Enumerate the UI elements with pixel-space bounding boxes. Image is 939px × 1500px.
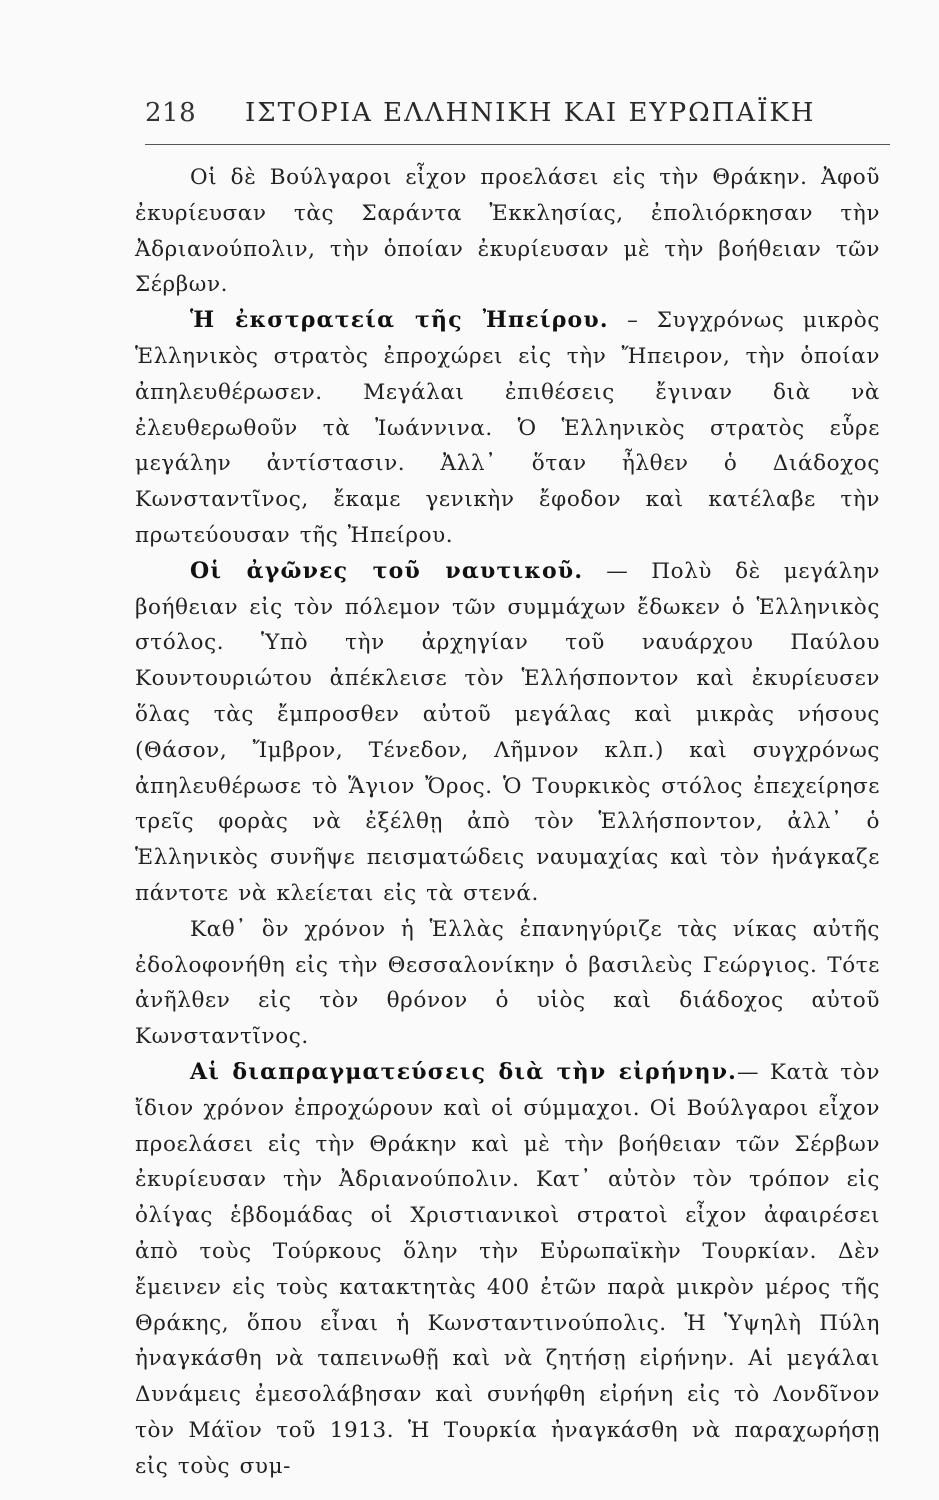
paragraph-king-george bbox=[135, 912, 880, 1055]
body-text bbox=[135, 160, 880, 1484]
page-number: 218 bbox=[145, 98, 197, 128]
paragraph-text: Καθ᾽ ὃν χρόνον ἡ Ἑλλὰς ἐπανηγύριζε τὰς νίκας αὐτῆς ἐδολοφονήθη εἰς τὴν Θεσσαλονίκην ὁ βασιλεὺς Γεώργιος. Τότε ἀνῆλθεν εἰς τὸν θρόνον ὁ υἱὸς καὶ διάδοχος αὐτοῦ Κωνσταντῖνος. bbox=[135, 916, 880, 1050]
section-heading-navy: Οἱ ἀγῶνες τοῦ ναυτικοῦ. bbox=[190, 557, 584, 584]
section-heading-epirus: Ἡ ἐκστρατεία τῆς Ἠπείρου. bbox=[190, 307, 609, 334]
paragraph-text: — Κατὰ τὸν ἴδιον χρόνον ἐπροχώρουν καὶ οἱ σύμμαχοι. Οἱ Βούλγαροι εἶχον προελάσει εἰς τὴν Θράκην καὶ μὲ τὴν βοήθειαν τῶν Σέρβων ἐκυρίευσαν τὴν Ἀδριανούπολιν. Κατ᾽ αὐτὸν τὸν τρόπον εἰς ὀλίγας ἑβδομάδας οἱ Χριστιανικοὶ στρατοὶ εἶχον ἀφαιρέσει ἀπὸ τοὺς Τούρκους ὅλην τὴν Εὐρωπαϊκὴν Τουρκίαν. Δὲν ἔμεινεν εἰς τοὺς κατακτητὰς 400 ἐτῶν παρὰ μικρὸν μέρος τῆς Θράκης, ὅπου εἶναι ἡ Κωνσταντινούπολις. Ἡ Ὑψηλὴ Πύλη ἠναγκάσθη νὰ ταπεινωθῇ καὶ νὰ ζητήσῃ εἰρήνην. Αἱ μεγάλαι Δυνάμεις ἐμεσολάβησαν καὶ συνήφθη εἰρήνη εἰς τὸ Λονδῖνον τὸν Μάϊον τοῦ 1913. Ἡ Τουρκία ἠναγκάσθη νὰ παραχωρήσῃ εἰς τοὺς συμ- bbox=[135, 1059, 880, 1479]
paragraph-peace-negotiations bbox=[135, 1055, 880, 1485]
paragraph-text: — Πολὺ δὲ μεγάλην βοήθειαν εἰς τὸν πόλεμον τῶν συμμάχων ἔδωκεν ὁ Ἑλληνικὸς στόλος. Ὑπὸ τὴν ἀρχηγίαν τοῦ ναυάρχου Παύλου Κουντουριώτου ἀπέκλεισε τὸν Ἑλλήσποντον καὶ ἐκυρίευσεν ὅλας τὰς ἔμπροσθεν αὐτοῦ μεγάλας καὶ μικρὰς νήσους (Θάσον, Ἴμβρον, Τένεδον, Λῆμνον κλπ.) καὶ συγχρόνως ἀπηλευθέρωσε τὸ Ἅγιον Ὄρος. Ὁ Τουρκικὸς στόλος ἐπεχείρησε τρεῖς φορὰς νὰ ἐξέλθῃ ἀπὸ τὸν Ἑλλήσποντον, ἀλλ᾽ ὁ Ἑλληνικὸς συνῆψε πεισματώδεις ναυμαχίας καὶ τὸν ἠνάγκαζε πάντοτε νὰ κλείεται εἰς τὰ στενά. bbox=[135, 558, 881, 906]
paragraph-epirus-campaign bbox=[135, 303, 880, 554]
paragraph-text: – Συγχρόνως μικρὸς Ἑλληνικὸς στρατὸς ἐπροχώρει εἰς τὴν Ἤπειρον, τὴν ὁποίαν ἀπηλευθέρωσεν. Μεγάλαι ἐπιθέσεις ἔγιναν διὰ νὰ ἐλευθερωθοῦν τὰ Ἰωάννινα. Ὁ Ἑλληνικὸς στρατὸς εὗρε μεγάλην ἀντίστασιν. Ἀλλ᾽ ὅταν ἦλθεν ὁ Διάδοχος Κωνσταντῖνος, ἔκαμε γενικὴν ἔφοδον καὶ κατέλαβε τὴν πρωτεύουσαν τῆς Ἠπείρου. bbox=[135, 308, 880, 548]
paragraph-naval-struggles bbox=[135, 554, 880, 912]
section-heading-peace: Αἱ διαπραγματεύσεις διὰ τὴν εἰρήνην. bbox=[190, 1058, 738, 1085]
page-header bbox=[145, 98, 890, 145]
paragraph-bulgarians-thrace bbox=[135, 160, 880, 303]
running-title: ΙΣΤΟΡΙΑ ΕΛΛΗΝΙΚΗ ΚΑΙ ΕΥΡΩΠΑΪΚΗ bbox=[245, 98, 816, 128]
paragraph-text: Οἱ δὲ Βούλγαροι εἶχον προελάσει εἰς τὴν Θράκην. Ἀφοῦ ἐκυρίευσαν τὰς Σαράντα Ἐκκλησίας, ἐπολιόρκησαν τὴν Ἀδριανούπολιν, τὴν ὁποίαν ἐκυρίευσαν μὲ τὴν βοήθειαν τῶν Σέρβων. bbox=[135, 165, 880, 298]
